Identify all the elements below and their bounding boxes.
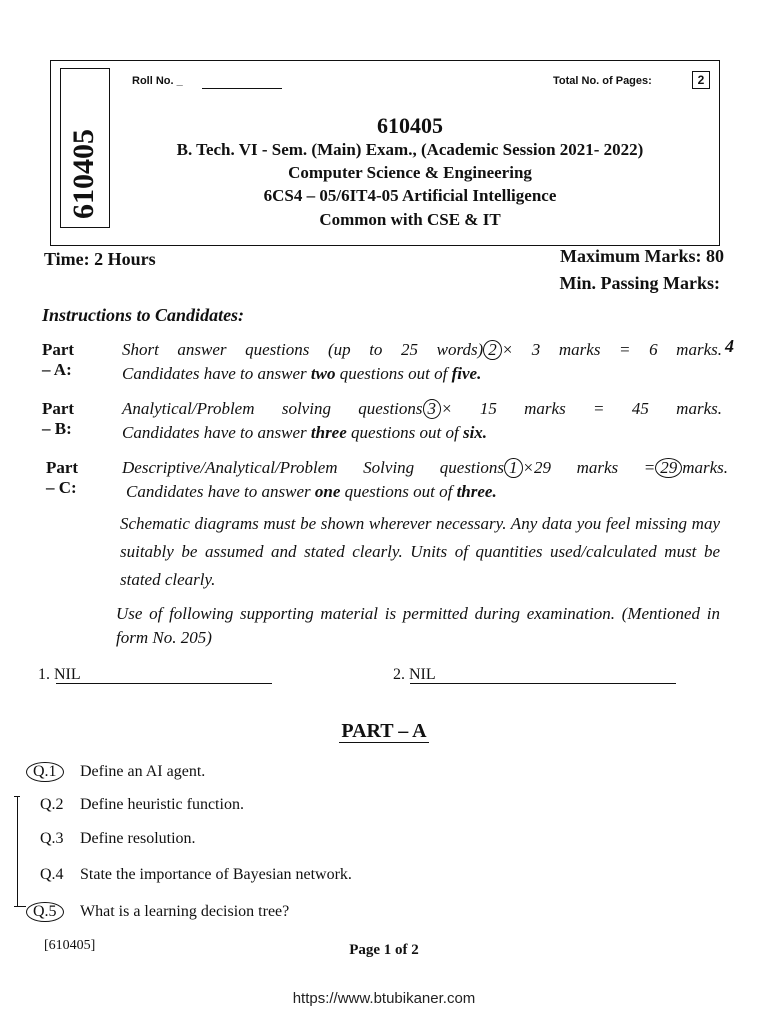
- min-passing-marks: Min. Passing Marks:: [559, 273, 720, 293]
- question-5: [33, 902, 290, 922]
- supporting-material-instruction: Use of following supporting material is permitted during examination. (Mentioned in form No. 205): [116, 604, 720, 647]
- vertical-code-box: [60, 68, 110, 228]
- total-pages-value: 2: [692, 71, 710, 89]
- question-4-number: Q.4: [40, 866, 64, 883]
- material-2: 2. NIL: [393, 666, 436, 683]
- page-number: Page 1 of 2: [349, 942, 419, 958]
- exam-time: Time: 2 Hours: [44, 249, 156, 269]
- question-4-text: State the importance of Bayesian network.: [80, 866, 352, 883]
- material-2-underline: [410, 683, 676, 684]
- vertical-paper-code: 610405: [67, 129, 100, 219]
- part-a-title: [0, 720, 768, 743]
- part-a-marks: × 3 marks = 6 marks.: [501, 340, 722, 359]
- material-1-underline: [56, 683, 272, 684]
- part-a-description: Short answer questions (up to 25 words): [122, 340, 484, 359]
- part-c-marks: ×29 marks =: [522, 458, 656, 477]
- question-2: [40, 796, 244, 814]
- total-pages-label: Total No. of Pages:: [553, 75, 652, 87]
- schematic-instruction: Schematic diagrams must be shown wherever necessary. Any data you feel missing may suitably be assumed and stated clearly. Units of quantities used/calculated must be stated clearly.: [120, 514, 720, 589]
- question-1: [33, 762, 206, 782]
- maximum-marks: Maximum Marks: 80: [560, 246, 724, 266]
- question-3-number: Q.3: [40, 830, 64, 847]
- part-c-label: Part – C:: [46, 458, 79, 497]
- part-b-label: Part – B:: [42, 399, 75, 438]
- part-b-count: 3: [423, 399, 442, 419]
- question-3: [40, 830, 196, 848]
- part-c-count: 1: [504, 458, 523, 478]
- part-b-answer-rule: Candidates have to answer three questions out of six.: [122, 423, 488, 442]
- roll-number-label: Roll No. _: [132, 75, 183, 87]
- question-5-text: What is a learning decision tree?: [80, 903, 290, 920]
- part-c-total: 29: [655, 458, 682, 478]
- part-c-answer-rule: Candidates have to answer one questions out of three.: [126, 482, 497, 501]
- part-a-title-text: PART – A: [341, 720, 427, 742]
- question-3-text: Define resolution.: [80, 830, 196, 847]
- question-5-number: Q.5: [26, 902, 64, 922]
- footer-paper-code: [610405]: [44, 938, 96, 953]
- part-c-description: Descriptive/Analytical/Problem Solving questions: [122, 458, 504, 477]
- part-b-description: Analytical/Problem solving questions: [122, 399, 423, 418]
- part-a-count: 2: [483, 340, 502, 360]
- paper-code: 610405: [377, 113, 443, 138]
- part-a-answer-rule: Candidates have to answer two questions out of five.: [122, 364, 482, 383]
- subject-name: 6CS4 – 05/6IT4-05 Artificial Intelligence: [263, 186, 557, 205]
- question-2-text: Define heuristic function.: [80, 796, 244, 813]
- branch-name: Computer Science & Engineering: [288, 163, 532, 182]
- margin-bracket-top: [14, 796, 20, 797]
- margin-bracket-bottom: [14, 906, 26, 907]
- source-url[interactable]: https://www.btubikaner.com: [292, 990, 476, 1007]
- roll-number-line: [202, 88, 282, 89]
- common-with: Common with CSE & IT: [319, 210, 501, 229]
- margin-bracket: [17, 796, 24, 906]
- question-2-number: Q.2: [40, 796, 64, 813]
- margin-handwritten-mark: 4: [725, 336, 734, 356]
- question-4: [40, 866, 352, 884]
- part-b-marks: × 15 marks = 45 marks.: [441, 399, 722, 418]
- part-a-label: Part – A:: [42, 340, 75, 379]
- question-1-number: Q.1: [26, 762, 64, 782]
- exam-title: B. Tech. VI - Sem. (Main) Exam., (Academic Session 2021- 2022): [176, 140, 644, 159]
- material-1: 1. NIL: [38, 666, 81, 683]
- instructions-heading: Instructions to Candidates:: [42, 305, 245, 325]
- question-1-text: Define an AI agent.: [80, 763, 206, 780]
